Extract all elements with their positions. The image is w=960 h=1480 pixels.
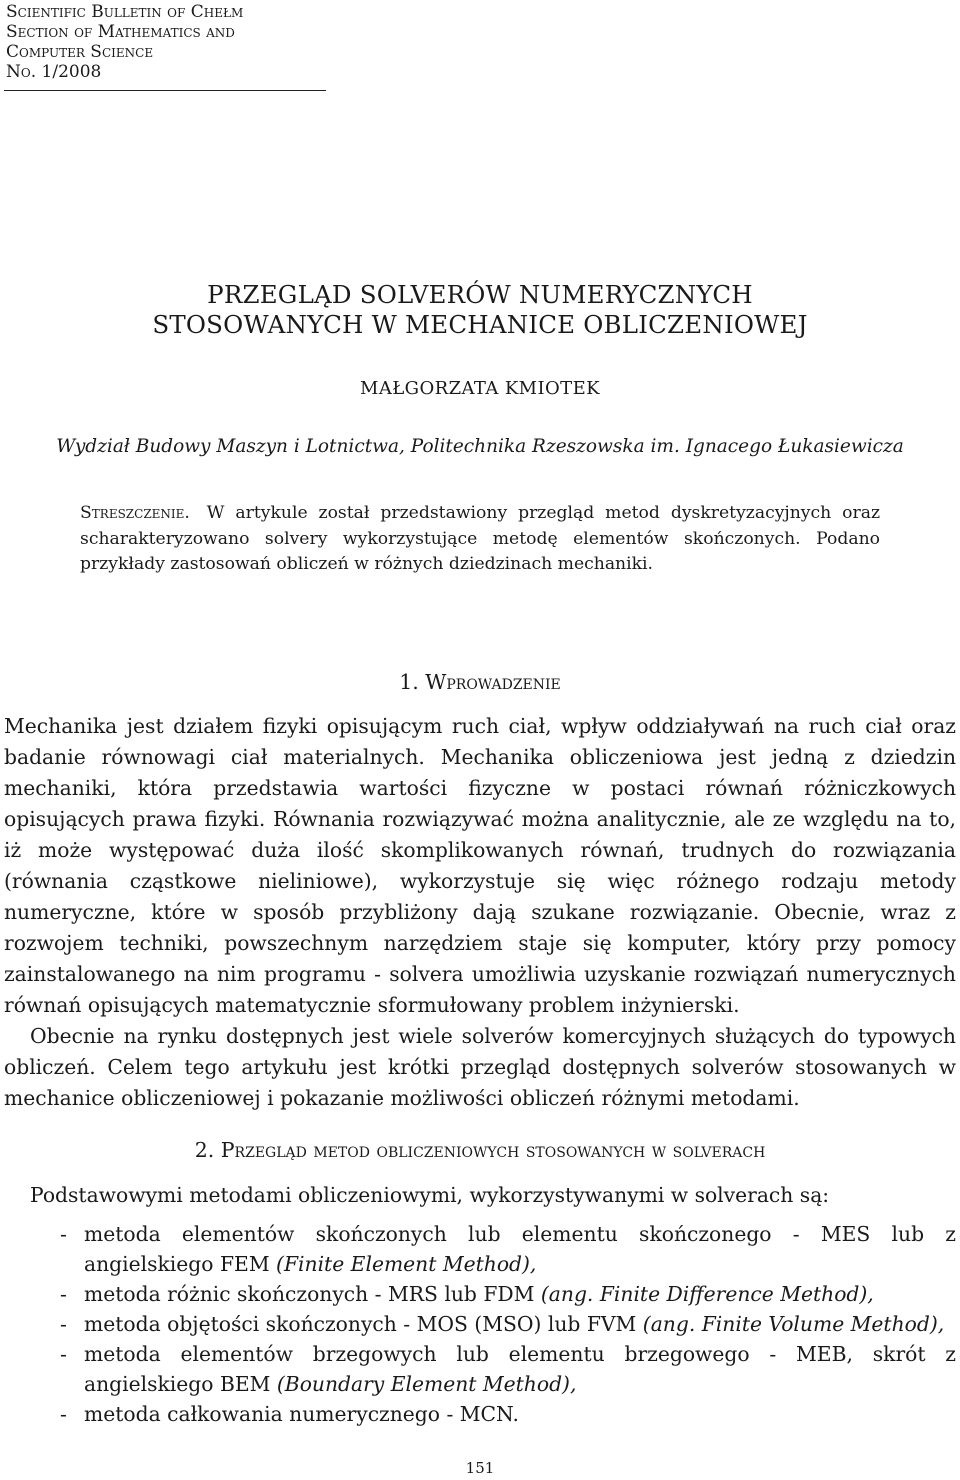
paper-title-line: STOSOWANYCH W MECHANICE OBLICZENIOWEJ xyxy=(152,310,808,339)
list-item-text: metoda elementów brzegowych lub elementu brzegowego - MEB, skrót z angielskiego BEM xyxy=(84,1342,956,1396)
paragraph: Obecnie na rynku dostępnych jest wiele solverów komercyjnych służących do typowych obliczeń. Celem tego artykułu jest krótki przegląd dostępnych solverów stosowanych w mechanice obliczeniowej i pokazanie możliwości obliczeń różnymi metodami. xyxy=(4,1024,956,1110)
author-name: MAŁGORZATA KMIOTEK xyxy=(360,378,600,399)
journal-section-line: Section of Mathematics and xyxy=(6,22,235,42)
section-heading-methods: 2. Przegląd metod obliczeniowych stosowanych w solverach xyxy=(194,1138,766,1162)
paper-title xyxy=(0,280,960,340)
abstract-label: Streszczenie. xyxy=(80,503,190,523)
journal-issue: No. 1/2008 xyxy=(6,62,102,82)
list-dash: - xyxy=(60,1402,67,1426)
list-dash: - xyxy=(60,1312,67,1336)
list-item-italic: (Boundary Element Method), xyxy=(276,1372,577,1396)
header-rule xyxy=(4,90,326,91)
list-item xyxy=(60,1279,956,1309)
list-item-italic: (Finite Element Method), xyxy=(276,1252,537,1276)
list-item xyxy=(60,1309,956,1339)
journal-section-line: Computer Science xyxy=(6,42,154,62)
journal-name-line: Scientific Bulletin of Chełm xyxy=(6,2,244,22)
list-item-italic: (ang. Finite Volume Method), xyxy=(642,1312,945,1336)
list-dash: - xyxy=(60,1222,67,1246)
section-heading-introduction: 1. Wprowadzenie xyxy=(399,670,561,694)
list-dash: - xyxy=(60,1282,67,1306)
list-item-text: metoda całkowania numerycznego - MCN. xyxy=(84,1402,519,1426)
paragraph: Mechanika jest działem fizyki opisującym ruch ciał, wpływ oddziaływań na ruch ciał oraz badanie równowagi ciał materialnych. Mechanika obliczeniowa jest jedną z dziedzin mechaniki, która przedstawia wartości fizyczne w postaci równań różniczkowych opisujących prawa fizyki. Równania rozwiązywać można analitycznie, ale ze względu na to, iż może występować duża ilość skomplikowanych równań, trudnych do rozwiązania (równania cząstkowe nieliniowe), wykorzystuje się więc różnego rodzaju metody numeryczne, które w sposób przybliżony dają szukane rozwiązanie. Obecnie, wraz z rozwojem techniki, powszechnym narzędziem staje się komputer, który przy pomocy zainstalowanego na nim programu - solvera umożliwia uzyskanie rozwiązań numerycznych równań opisujących matematycznie sformułowany problem inżynierski. xyxy=(4,714,956,1017)
paper-title-line: PRZEGLĄD SOLVERÓW NUMERYCZNYCH xyxy=(207,280,753,309)
abstract xyxy=(80,501,880,578)
list-item xyxy=(60,1399,956,1429)
list-intro: Podstawowymi metodami obliczeniowymi, wykorzystywanymi w solverach są: xyxy=(30,1183,830,1207)
author-affiliation: Wydział Budowy Maszyn i Lotnictwa, Politechnika Rzeszowska im. Ignacego Łukasiewicza xyxy=(56,436,904,457)
abstract-text: W artykule został przedstawiony przegląd metod dyskretyzacyjnych oraz scharakteryzowano solvery wykorzystujące metodę elementów skończonych. Podano przykłady zastosowań obliczeń w różnych dziedzinach mechaniki. xyxy=(80,503,880,574)
methods-list xyxy=(60,1219,956,1429)
list-item-text: metoda objętości skończonych - MOS (MSO) lub FVM xyxy=(84,1312,643,1336)
section-body-introduction xyxy=(4,711,956,1114)
list-item xyxy=(60,1219,956,1279)
list-item-italic: (ang. Finite Difference Method), xyxy=(540,1282,874,1306)
journal-header xyxy=(6,2,336,82)
list-item-text: metoda elementów skończonych lub elementu skończonego - MES lub z angielskiego FEM xyxy=(84,1222,956,1276)
list-item-text: metoda różnic skończonych - MRS lub FDM xyxy=(84,1282,541,1306)
list-item xyxy=(60,1339,956,1399)
page-number: 151 xyxy=(465,1459,495,1477)
list-dash: - xyxy=(60,1342,67,1366)
